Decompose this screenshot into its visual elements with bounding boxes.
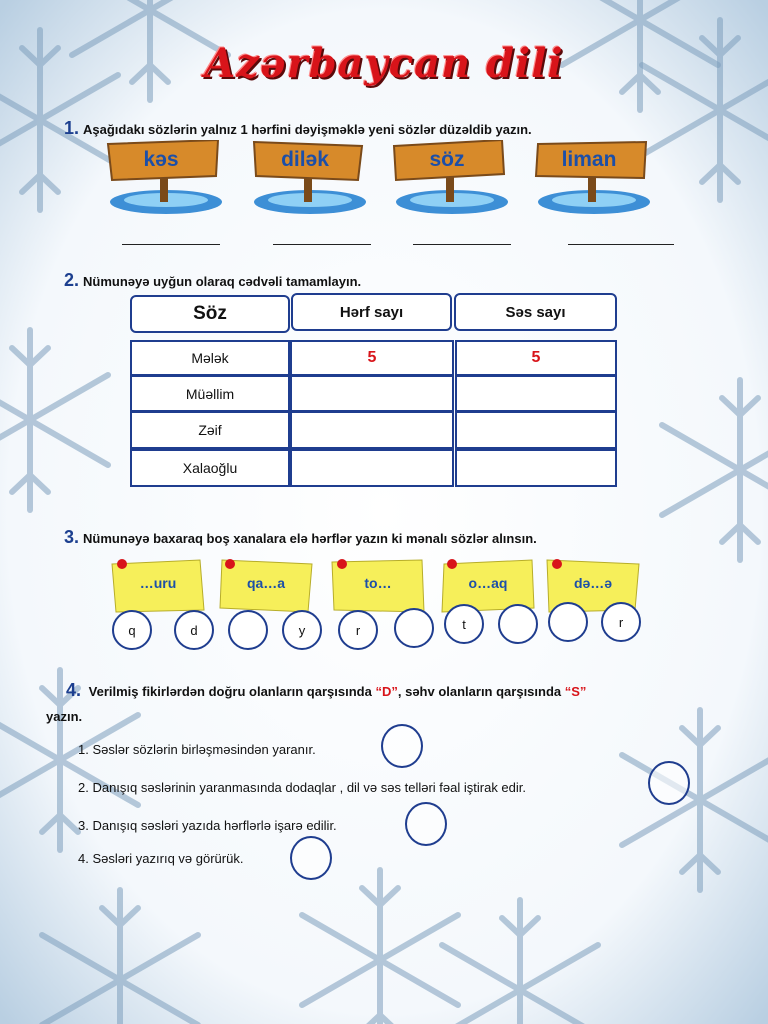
table-cell-letters-input[interactable]: [290, 449, 454, 487]
answer-circle-3[interactable]: [405, 802, 447, 846]
letter-circle: d: [174, 610, 214, 650]
question-2-number: 2.: [64, 270, 80, 290]
question-4-text-b: , səhv olanların qarşısında: [397, 684, 562, 699]
push-pin-icon: [337, 559, 347, 569]
word-sign-4: [534, 140, 652, 218]
word-sign-3: [392, 140, 510, 218]
statement-3: 3. Danışıq səsləri yazıda hərflərlə işarə edilir.: [78, 818, 337, 833]
question-4-d-marker: “D”: [375, 684, 398, 699]
answer-line-3[interactable]: [413, 232, 511, 245]
sign-word-1: kəs: [143, 148, 179, 171]
table-cell-letters: 5: [290, 340, 454, 376]
table-cell-word: Müəllim: [130, 375, 290, 412]
letter-circle-input[interactable]: [394, 608, 434, 648]
table-header-sounds: Səs sayı: [454, 293, 617, 331]
word-sign-1: [106, 140, 224, 218]
table-cell-letters-input[interactable]: [290, 411, 454, 449]
letter-circle: y: [282, 610, 322, 650]
question-2: [64, 270, 361, 291]
table-cell-sounds-input[interactable]: [455, 375, 617, 412]
table-cell-letters-input[interactable]: [290, 375, 454, 412]
letter-circle-input[interactable]: [498, 604, 538, 644]
letter-circle: t: [444, 604, 484, 644]
letter-circle: r: [601, 602, 641, 642]
question-1: [64, 118, 532, 139]
question-4-text-c: yazın.: [46, 709, 83, 724]
table-cell-sounds-input[interactable]: [455, 449, 617, 487]
question-4-text-a: Verilmiş fikirlərdən doğru olanların qarşısında: [88, 684, 372, 699]
note-word-4: o…aq: [468, 575, 508, 591]
sticky-note-1: [110, 558, 206, 614]
letter-circle: r: [338, 610, 378, 650]
sign-word-3: söz: [429, 148, 465, 171]
note-word-5: də…ə: [573, 575, 613, 591]
sign-word-2: dilək: [281, 148, 329, 171]
table-cell-word: Xalaoğlu: [130, 449, 290, 487]
page-title: Azərbaycan dili: [204, 40, 564, 87]
letter-circle-input[interactable]: [548, 602, 588, 642]
answer-line-2[interactable]: [273, 232, 371, 245]
answer-circle-4[interactable]: [290, 836, 332, 880]
note-word-2: qa…a: [246, 575, 286, 591]
statement-1: 1. Səslər sözlərin birləşməsindən yaranır.: [78, 742, 316, 757]
word-sign-2: [250, 140, 368, 218]
note-word-1: …uru: [139, 575, 177, 591]
sticky-note-2: [218, 558, 314, 614]
answer-line-1[interactable]: [122, 232, 220, 245]
sign-word-4: liman: [561, 148, 617, 171]
table-cell-word: Mələk: [130, 340, 290, 376]
table-header-word: Söz: [130, 295, 290, 333]
question-3-text: Nümunəyə baxaraq boş xanalara elə hərflər yazın ki mənalı sözlər alınsın.: [83, 531, 537, 546]
push-pin-icon: [447, 559, 457, 569]
table-cell-word: Zəif: [130, 411, 290, 449]
table-cell-sounds-input[interactable]: [455, 411, 617, 449]
table-cell-sounds: 5: [455, 340, 617, 376]
letter-circle-input[interactable]: [228, 610, 268, 650]
answer-line-4[interactable]: [568, 232, 674, 245]
letter-circle: q: [112, 610, 152, 650]
push-pin-icon: [552, 559, 562, 569]
table-header-letters: Hərf sayı: [291, 293, 452, 331]
question-4-number: 4.: [66, 680, 82, 700]
note-word-3: to…: [364, 575, 392, 591]
question-3-number: 3.: [64, 527, 80, 547]
push-pin-icon: [117, 559, 127, 569]
question-4: [66, 679, 706, 703]
statement-4: 4. Səsləri yazırıq və görürük.: [78, 851, 244, 866]
answer-circle-1[interactable]: [381, 724, 423, 768]
push-pin-icon: [225, 559, 235, 569]
question-4-s-marker: “S”: [564, 684, 587, 699]
question-3: [64, 527, 537, 548]
statement-2: 2. Danışıq səslərinin yaranmasında dodaqlar , dil və səs telləri fəal iştirak edir.: [78, 780, 526, 795]
sticky-note-3: [330, 558, 426, 614]
question-2-text: Nümunəyə uyğun olaraq cədvəli tamamlayın.: [83, 274, 362, 289]
question-1-number: 1.: [64, 118, 80, 138]
answer-circle-2[interactable]: [648, 761, 690, 805]
question-1-text: Aşağıdakı sözlərin yalnız 1 hərfini dəyişməklə yeni sözlər düzəldib yazın.: [83, 122, 532, 137]
